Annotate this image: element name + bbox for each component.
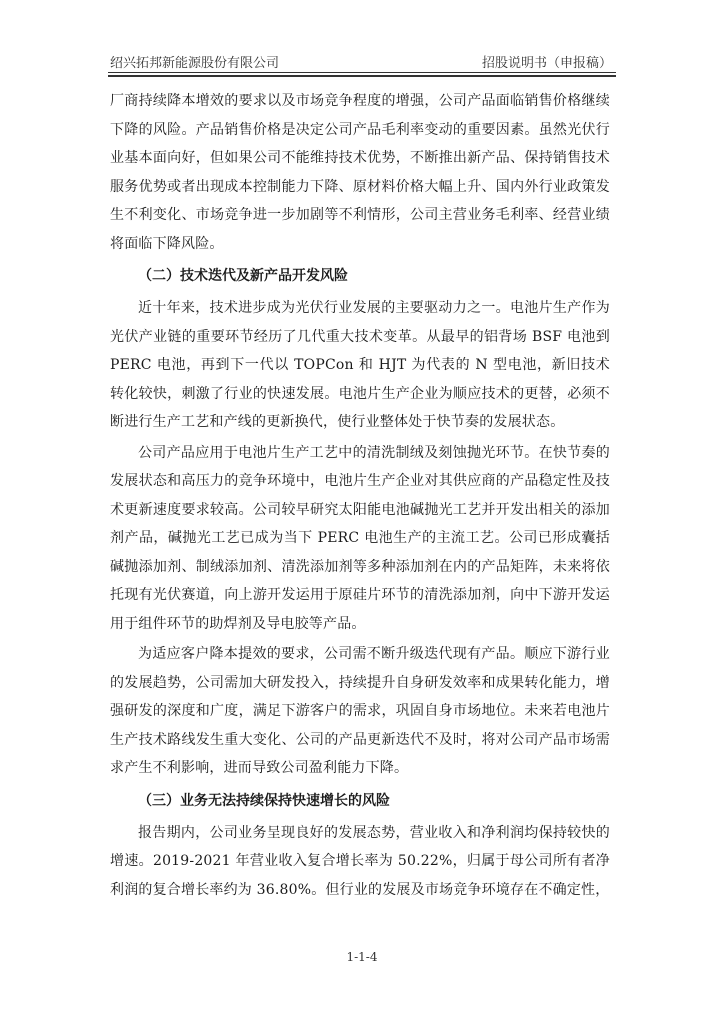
header-company-name: 绍兴拓邦新能源股份有限公司 bbox=[110, 56, 280, 71]
paragraph-growth-performance: 报告期内，公司业务呈现良好的发展态势，营业收入和净利润均保持较快的增速。2019-2021 年营业收入复合增长率为 50.22%，归属于母公司所有者净利润的复合增长率约为 36.80%。但行业的发展及市场竞争环境存在不确定性， bbox=[110, 824, 610, 898]
page-header bbox=[108, 50, 616, 72]
header-rule-thin bbox=[108, 72, 616, 73]
intro-paragraph: 厂商持续降本增效的要求以及市场竞争程度的增强，公司产品面临销售价格继续下降的风险。产品销售价格是决定公司产品毛利率变动的重要因素。虽然光伏行业基本面向好，但如果公司不能维持技术优势，不断推出新产品、保持销售技术服务优势或者出现成本控制能力下降、原材料价格大幅上升、国内外行业政策发生不利变化、市场竞争进一步加剧等不利情形，公司主营业务毛利率、经营业绩将面临下降风险。 bbox=[110, 93, 610, 252]
header-document-title: 招股说明书（申报稿） bbox=[481, 56, 612, 71]
section-heading-tech-iteration: （二）技术迭代及新产品开发风险 bbox=[138, 268, 348, 284]
paragraph-product-upgrade: 为适应客户降本提效的要求，公司需不断升级迭代现有产品。顺应下游行业的发展趋势，公司需加大研发投入，持续提升自身研发效率和成果转化能力，增强研发的深度和广度，满足下游客户的需求，巩固自身市场地位。未来若电池片生产技术路线发生重大变化、公司的产品更新迭代不及时，将对公司产品市场需求产生不利影响，进而导致公司盈利能力下降。 bbox=[110, 646, 610, 776]
section-heading-growth-risk: （三）业务无法持续保持快速增长的风险 bbox=[138, 792, 390, 809]
page-number: 1-1-4 bbox=[346, 950, 378, 964]
paragraph-tech-progress: 近十年来，技术进步成为光伏行业发展的主要驱动力之一。电池片生产作为光伏产业链的重要环节经历了几代重大技术变革。从最早的铝背场 BSF 电池到 PERC 电池，再到下一代以 TOPCon 和 HJT 为代表的 N 型电池，新旧技术转化较快，刺激了行业的快速发展。电池片生产企业为顺应技术的更替，必须不断进行生产工艺和产线的更新换代，使行业整体处于快节奏的发展状态。 bbox=[110, 300, 610, 430]
document-body bbox=[110, 87, 610, 904]
header-rule-thick bbox=[108, 75, 616, 77]
paragraph-product-application: 公司产品应用于电池片生产工艺中的清洗制绒及刻蚀抛光环节。在快节奏的发展状态和高压力的竞争环境中，电池片生产企业对其供应商的产品稳定性及技术更新速度要求较高。公司较早研究太阳能电池碱抛光工艺并开发出相关的添加剂产品，碱抛光工艺已成为当下 PERC 电池生产的主流工艺。公司已形成囊括碱抛添加剂、制绒添加剂、清洗添加剂等多种添加剂在内的产品矩阵，未来将依托现有光伏赛道，向上游开发运用于原硅片环节的清洗添加剂，向中下游开发运用于组件环节的助焊剂及导电胶等产品。 bbox=[110, 444, 610, 632]
